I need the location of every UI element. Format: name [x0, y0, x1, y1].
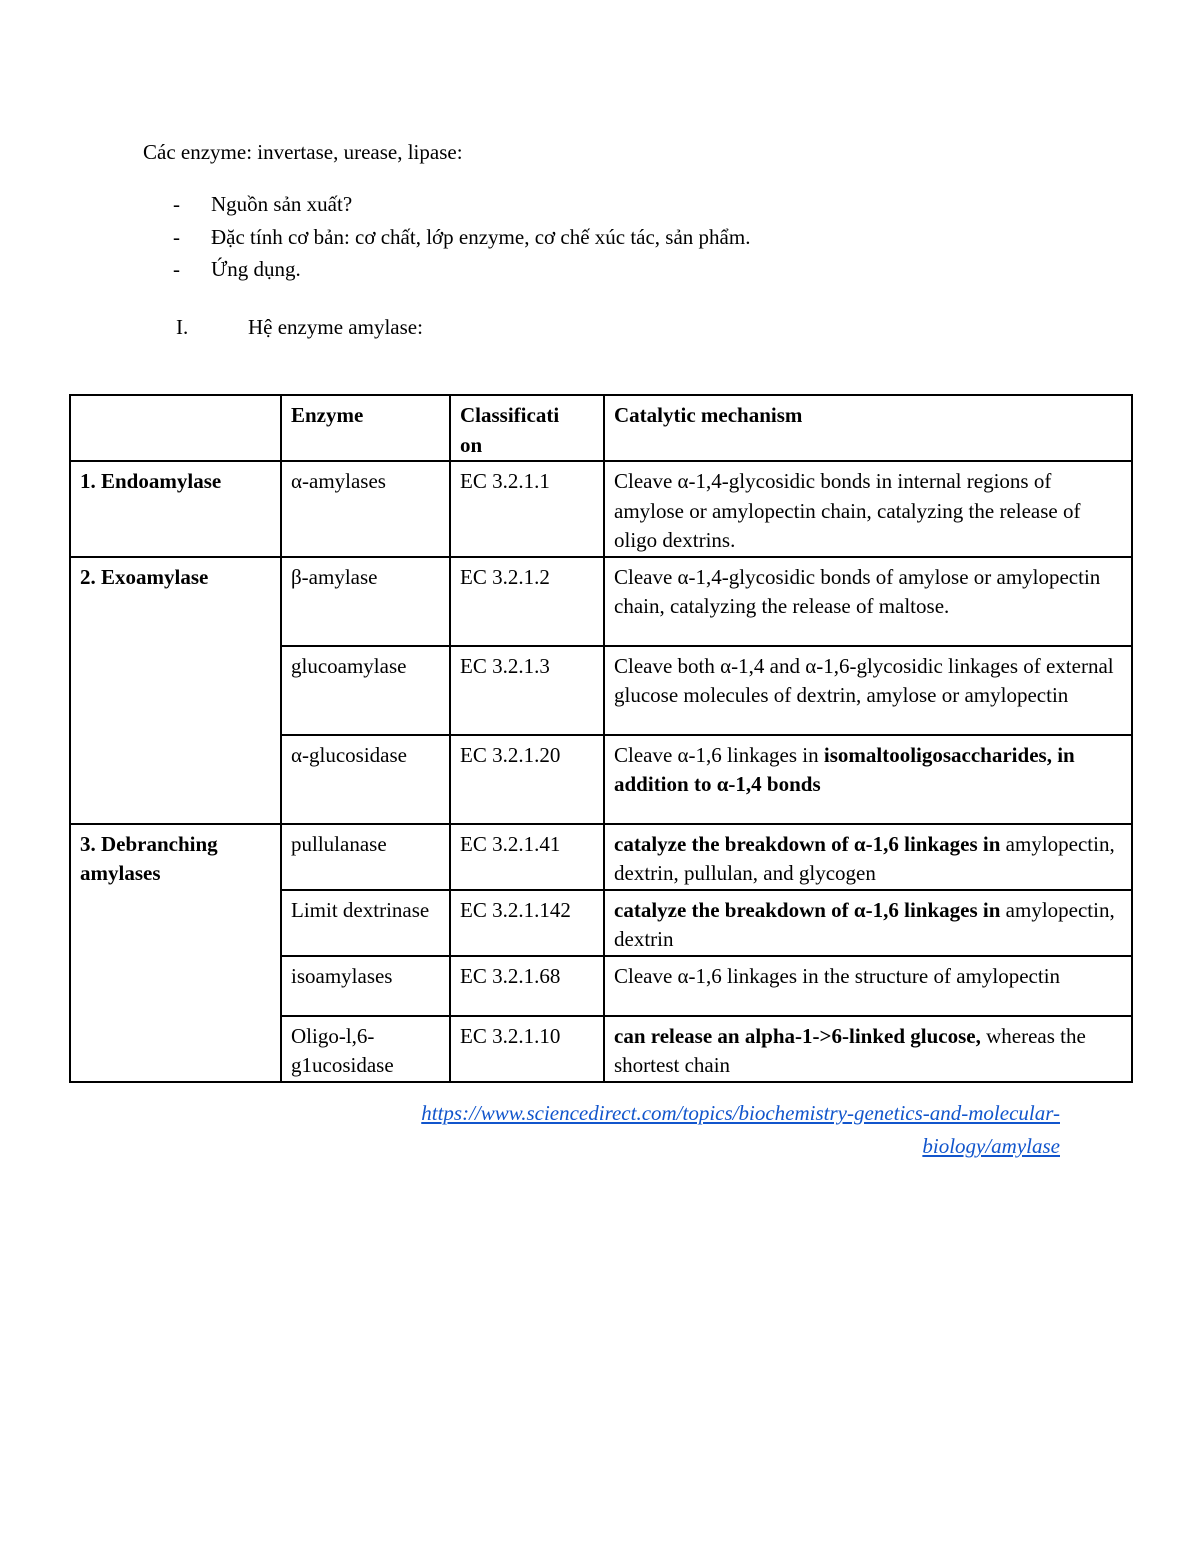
mechanism-text: amylopectin, dextrin: [614, 897, 1115, 951]
group-label: 2. Exoamylase: [70, 557, 281, 824]
mechanism-text-bold: catalyze the breakdown of α-1,6 linkages in: [614, 897, 1006, 922]
bullet-list: [173, 188, 750, 286]
source-link-line1[interactable]: https://www.sciencedirect.com/topics/biochemistry-genetics-and-molecular-: [421, 1101, 1060, 1125]
mechanism-text: whereas the shortest chain: [614, 1023, 1086, 1077]
mechanism-text-bold: isomaltooligosaccharides, in addition to α-1,4 bonds: [614, 742, 1075, 796]
mechanism-cell: Cleave both α-1,4 and α-1,6-glycosidic linkages of external glucose molecules of dextrin, amylose or amylopectin: [604, 646, 1132, 735]
ec-cell: EC 3.2.1.1: [450, 461, 604, 557]
bullet-marker: -: [173, 224, 180, 249]
table-header-row: [70, 395, 1132, 461]
mechanism-cell: [604, 824, 1132, 890]
mechanism-text-bold: catalyze the breakdown of α-1,6 linkages in: [614, 831, 1006, 856]
group-label: 1. Endoamylase: [70, 461, 281, 557]
mechanism-text: amylopectin, dextrin, pullulan, and glycogen: [614, 831, 1115, 885]
enzyme-cell: Limit dextrinase: [281, 890, 450, 956]
table-row: [70, 824, 1132, 890]
table-row: [70, 557, 1132, 646]
bullet-item: [173, 253, 750, 286]
mechanism-cell: Cleave α-1,4-glycosidic bonds of amylose or amylopectin chain, catalyzing the release of maltose.: [604, 557, 1132, 646]
source-link-line2[interactable]: biology/amylase: [922, 1134, 1060, 1158]
mechanism-cell: Cleave α-1,4-glycosidic bonds in internal regions of amylose or amylopectin chain, catalyzing the release of oligo dextrins.: [604, 461, 1132, 557]
ec-cell: EC 3.2.1.10: [450, 1016, 604, 1082]
header-classification-line1: Classificati: [460, 403, 560, 427]
enzyme-text-line2: g1ucosidase: [291, 1053, 394, 1077]
bullet-marker: -: [173, 257, 180, 281]
mechanism-cell: [604, 890, 1132, 956]
ec-cell: EC 3.2.1.20: [450, 735, 604, 824]
enzyme-cell: pullulanase: [281, 824, 450, 890]
header-classification-line2: on: [460, 432, 483, 457]
mechanism-cell: [604, 735, 1132, 824]
header-cell-enzyme: Enzyme: [281, 395, 450, 461]
mechanism-cell: [604, 1016, 1132, 1082]
ec-cell: EC 3.2.1.41: [450, 824, 604, 890]
bullet-item: [173, 188, 750, 221]
bullet-text: Nguồn sản xuất?: [211, 192, 353, 216]
enzyme-text-line1: Oligo-l,6-: [291, 1023, 375, 1048]
enzyme-cell: glucoamylase: [281, 646, 450, 735]
header-cell-empty: [70, 395, 281, 461]
header-cell-classification: [450, 395, 604, 461]
bullet-item: [173, 221, 750, 254]
section-title: Hệ enzyme amylase:: [248, 315, 423, 339]
ec-cell: EC 3.2.1.68: [450, 956, 604, 1016]
source-link[interactable]: [260, 1097, 1060, 1163]
intro-text: Các enzyme: invertase, urease, lipase:: [143, 140, 463, 164]
enzyme-cell: β-amylase: [281, 557, 450, 646]
ec-cell: EC 3.2.1.142: [450, 890, 604, 956]
header-cell-mechanism: Catalytic mechanism: [604, 395, 1132, 461]
ec-cell: EC 3.2.1.3: [450, 646, 604, 735]
enzyme-cell: α-glucosidase: [281, 735, 450, 824]
ec-cell: EC 3.2.1.2: [450, 557, 604, 646]
bullet-marker: -: [173, 192, 180, 216]
section-heading: [176, 315, 423, 340]
group-label: 3. Debranching amylases: [70, 824, 281, 1082]
mechanism-text-bold: can release an alpha-1->6-linked glucose,: [614, 1023, 987, 1048]
mechanism-text: Cleave α-1,6 linkages in: [614, 742, 824, 767]
table-row: [70, 461, 1132, 557]
amylase-table: [69, 394, 1133, 1083]
enzyme-cell: [281, 1016, 450, 1082]
section-number: I.: [176, 315, 189, 339]
mechanism-cell: Cleave α-1,6 linkages in the structure of amylopectin: [604, 956, 1132, 1016]
bullet-text: Đặc tính cơ bản: cơ chất, lớp enzyme, cơ chế xúc tác, sản phẩm.: [211, 224, 751, 249]
enzyme-cell: isoamylases: [281, 956, 450, 1016]
enzyme-cell: α-amylases: [281, 461, 450, 557]
bullet-text: Ứng dụng.: [211, 257, 301, 281]
